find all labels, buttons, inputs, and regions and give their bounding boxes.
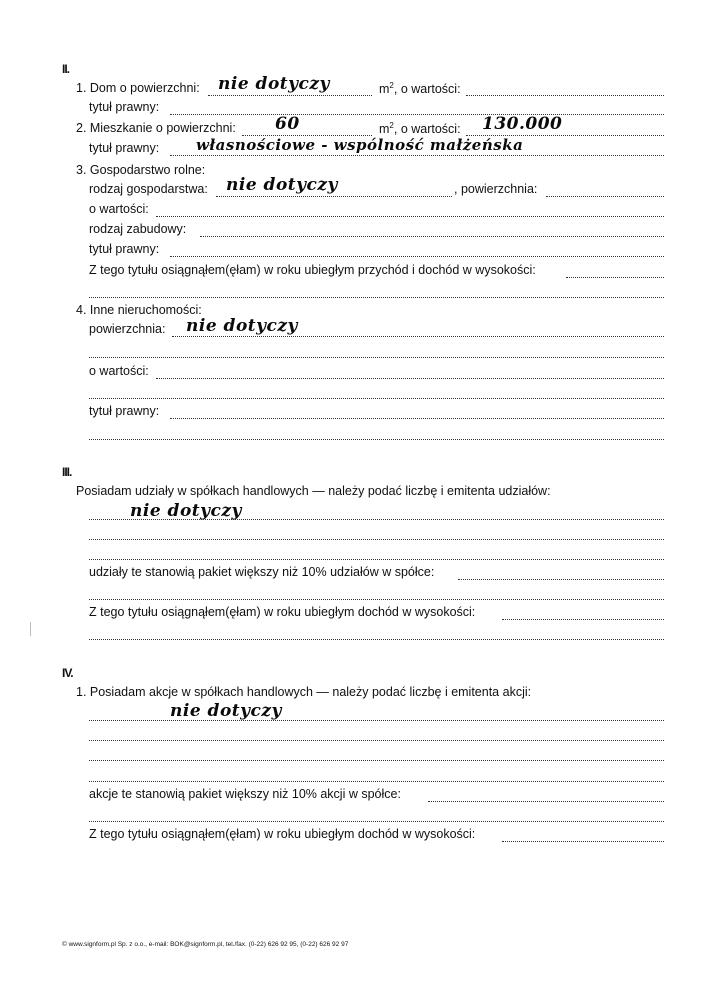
other-title-line[interactable] <box>170 418 664 419</box>
farm-buildings-label: rodzaj zabudowy: <box>89 222 187 236</box>
other-area-value: nie dotyczy <box>186 316 298 336</box>
shares-income-label: Z tego tytułu osiągnąłem(ęłam) w roku ubiegłym dochód w wysokości: <box>89 605 476 619</box>
farm-type-value: nie dotyczy <box>226 175 338 195</box>
other-title-line-2[interactable] <box>89 439 664 440</box>
stocks-income-line[interactable] <box>502 841 664 842</box>
farm-value-line[interactable] <box>156 216 664 217</box>
farm-value-label: o wartości: <box>89 202 149 216</box>
shares-income-line[interactable] <box>502 619 664 620</box>
stocks-income-label: Z tego tytułu osiągnąłem(ęłam) w roku ubiegłym dochód w wysokości: <box>89 827 476 841</box>
footer: © www.signform.pl Sp. z o.o., e-mail: BOK@signform.pl, tel./fax. (0-22) 626 92 95, (0-22) 626 92 97 <box>62 941 349 948</box>
shares-package-label: udziały te stanowią pakiet większy niż 10% udziałów w spółce: <box>89 565 435 579</box>
farm-income-label: Z tego tytułu osiągnąłem(ęłam) w roku ubiegłym przychód i dochód w wysokości: <box>89 263 536 277</box>
farm-area-line[interactable] <box>546 196 664 197</box>
house-value-line[interactable] <box>466 95 664 96</box>
other-area-label: powierzchnia: <box>89 322 166 336</box>
shares-package-line-2[interactable] <box>89 599 664 600</box>
shares-line-2[interactable] <box>89 539 664 540</box>
other-title-label: tytuł prawny: <box>89 404 160 418</box>
house-title-label: tytuł prawny: <box>89 100 160 114</box>
section-iii-heading: III. <box>62 465 72 479</box>
shares-line-3[interactable] <box>89 559 664 560</box>
apartment-value: 130.000 <box>482 114 563 134</box>
farm-title-line[interactable] <box>170 256 664 257</box>
section-ii-heading: II. <box>62 62 70 76</box>
stocks-line-4[interactable] <box>89 781 664 782</box>
stocks-line-1[interactable] <box>89 720 664 721</box>
stocks-package-label: akcje te stanowią pakiet większy niż 10% akcji w spółce: <box>89 787 401 801</box>
shares-line-1[interactable] <box>89 519 664 520</box>
stocks-package-line-2[interactable] <box>89 821 664 822</box>
other-value-line[interactable] <box>156 378 664 379</box>
other-value-label: o wartości: <box>89 364 149 378</box>
farm-income-line[interactable] <box>566 277 664 278</box>
other-property-label: 4. Inne nieruchomości: <box>76 303 202 317</box>
house-area-line[interactable] <box>208 95 372 96</box>
farm-income-line-2[interactable] <box>89 297 664 298</box>
house-m2-label: $m^2$, o wartości: <box>379 81 461 97</box>
apartment-m2-label: $m^2$, o wartości: <box>379 121 461 137</box>
margin-mark <box>30 622 33 636</box>
farm-area-label: , powierzchnia: <box>454 182 538 196</box>
house-area-value: nie dotyczy <box>218 74 330 94</box>
apartment-area-value: 60 <box>275 114 300 134</box>
house-area-label: 1. Dom o powierzchni: <box>76 81 200 95</box>
apartment-title-value: własnościowe - wspólność małżeńska <box>196 136 524 154</box>
house-title-line[interactable] <box>170 114 664 115</box>
farm-label: 3. Gospodarstwo rolne: <box>76 163 206 177</box>
shares-income-line-2[interactable] <box>89 639 664 640</box>
apartment-title-label: tytuł prawny: <box>89 141 160 155</box>
other-area-line-2[interactable] <box>89 357 664 358</box>
stocks-package-line[interactable] <box>428 801 664 802</box>
other-area-line[interactable] <box>172 336 664 337</box>
stocks-line-2[interactable] <box>89 740 664 741</box>
section-iv-heading: IV. <box>62 666 73 680</box>
stocks-value: nie dotyczy <box>170 701 282 721</box>
shares-intro: Posiadam udziały w spółkach handlowych — należy podać liczbę i emitenta udziałów: <box>76 484 551 498</box>
apartment-title-line[interactable] <box>170 155 664 156</box>
farm-title-label: tytuł prawny: <box>89 242 160 256</box>
farm-type-label: rodzaj gospodarstwa: <box>89 182 208 196</box>
stocks-line-3[interactable] <box>89 760 664 761</box>
shares-value: nie dotyczy <box>130 501 242 521</box>
farm-buildings-line[interactable] <box>200 236 664 237</box>
apartment-area-label: 2. Mieszkanie o powierzchni: <box>76 121 236 135</box>
farm-type-line[interactable] <box>216 196 452 197</box>
shares-package-line[interactable] <box>458 579 664 580</box>
other-value-line-2[interactable] <box>89 398 664 399</box>
stocks-intro: 1. Posiadam akcje w spółkach handlowych — należy podać liczbę i emitenta akcji: <box>76 685 532 699</box>
